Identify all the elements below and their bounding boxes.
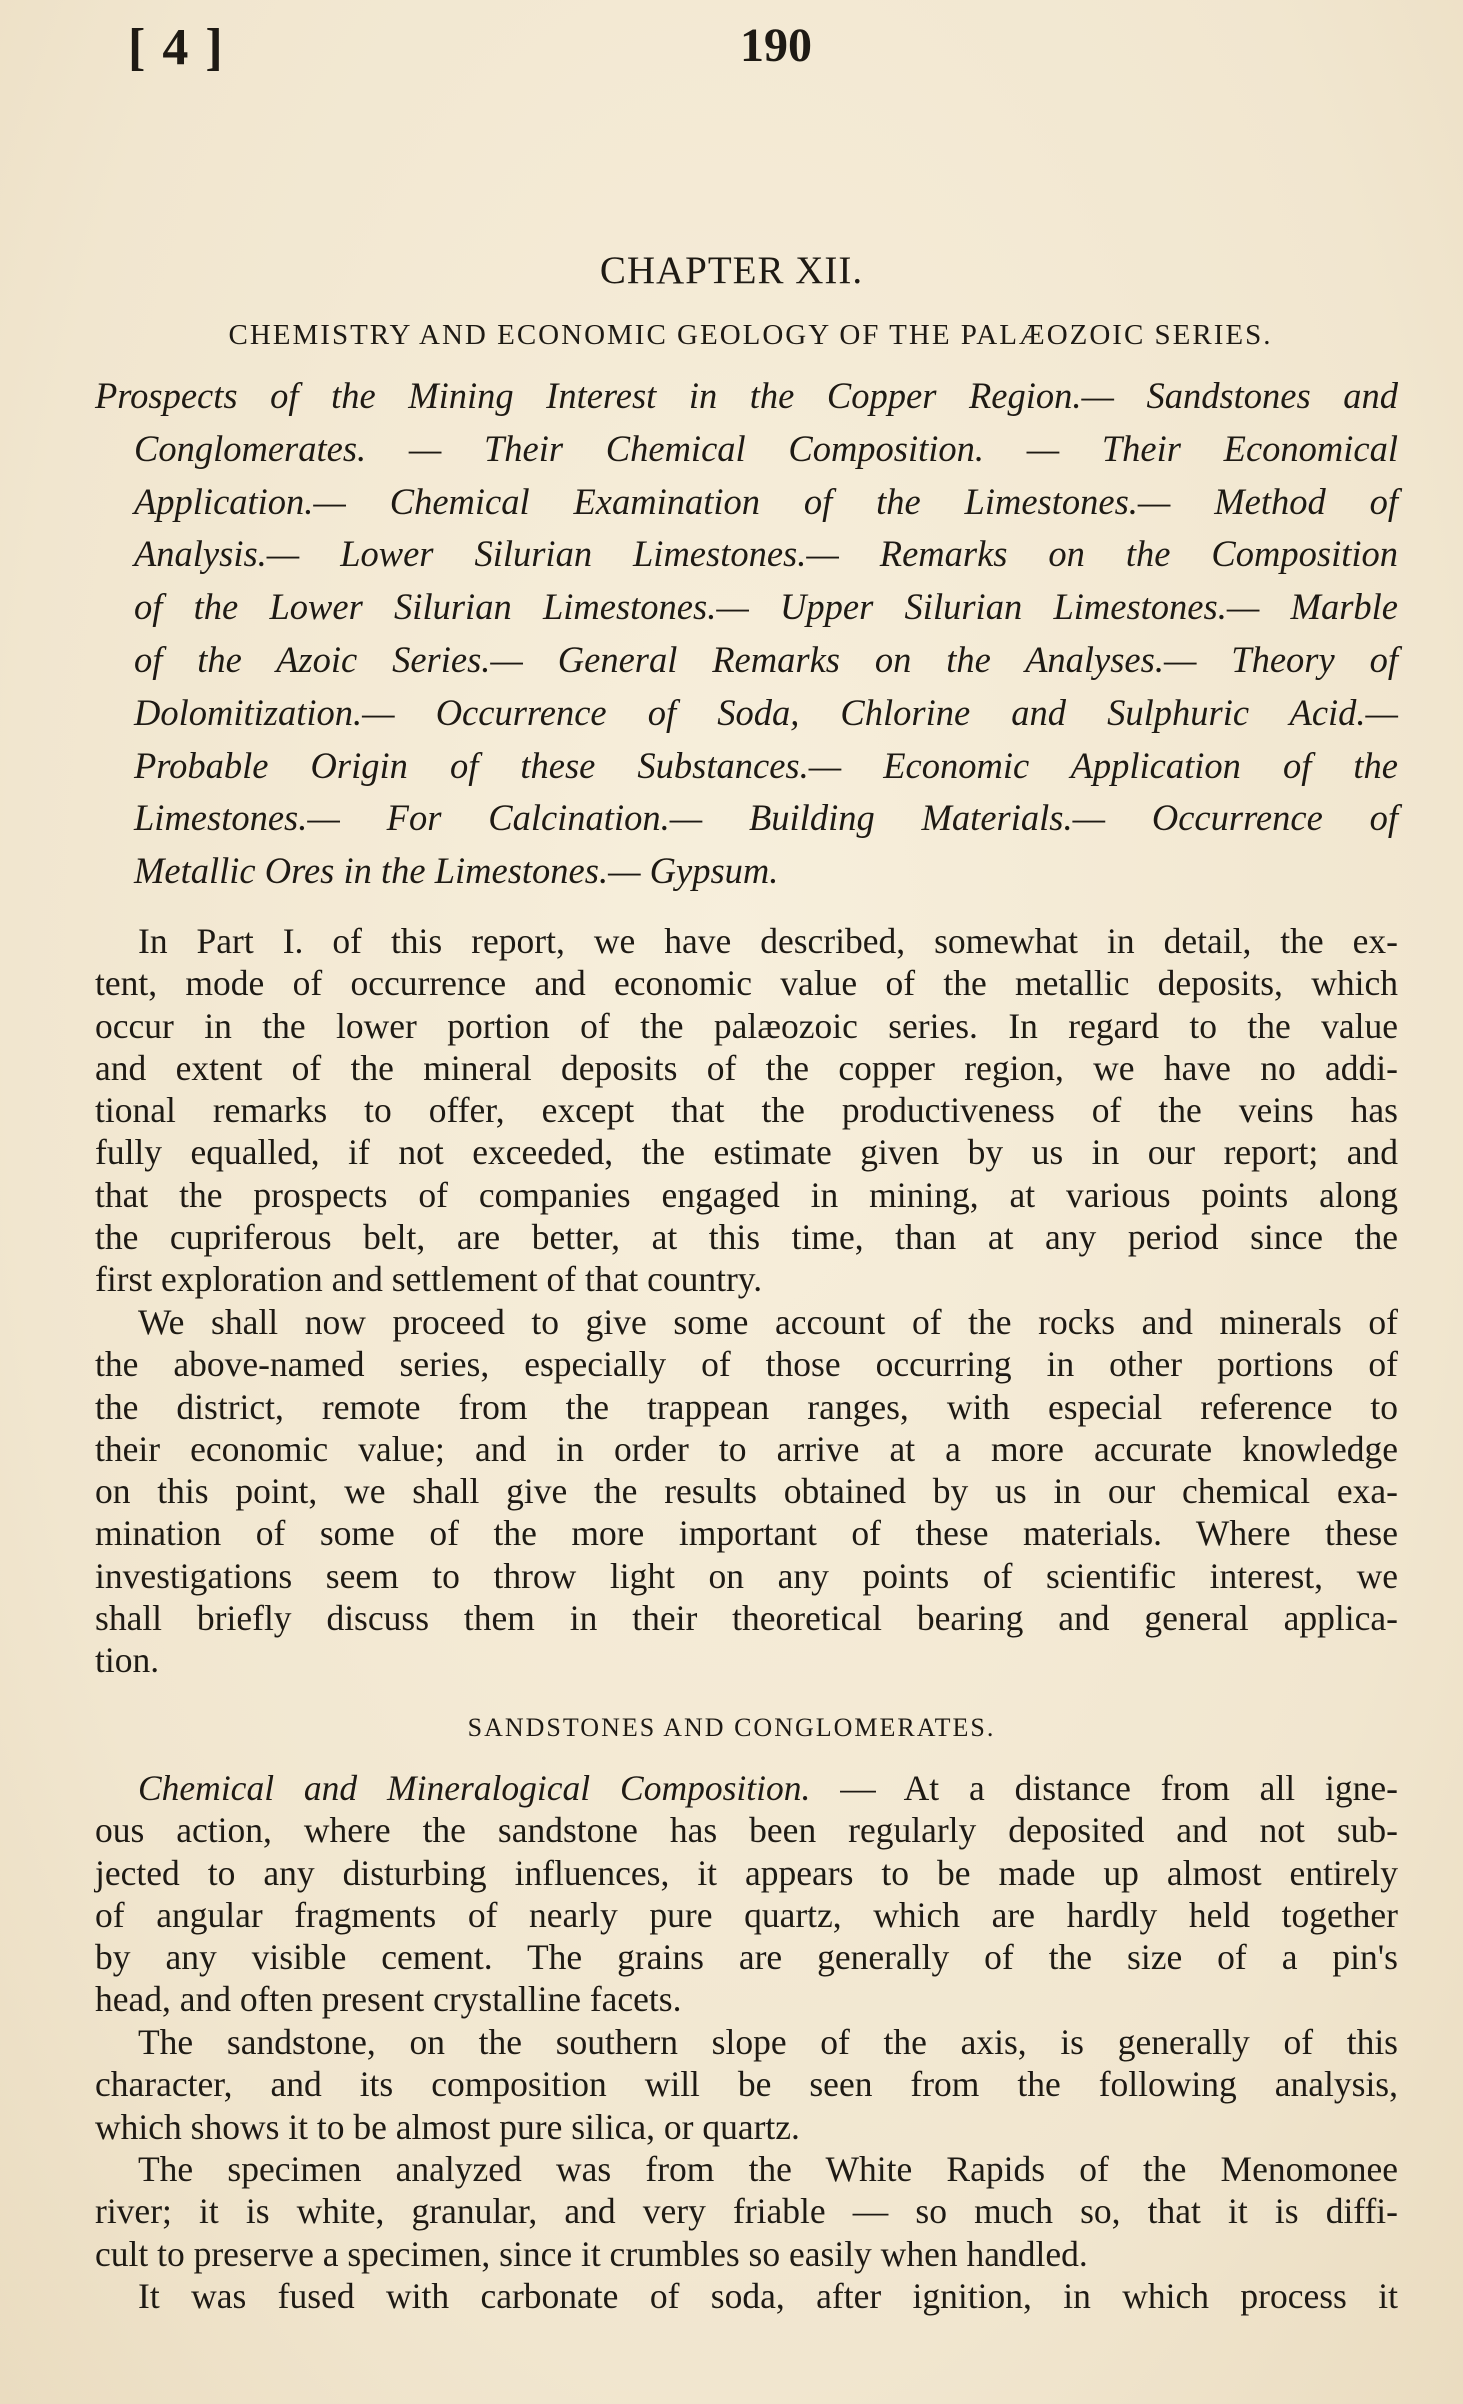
text-fragment: — At a distance from all igne-: [810, 1768, 1398, 1808]
text-line: their economic value; and in order to arrive at a more accurate knowledge: [95, 1428, 1398, 1469]
text-line: head, and often present crystalline facets.: [95, 1979, 682, 2020]
contents-line: Application.— Chemical Examination of the Limestones.— Method of: [134, 480, 1398, 522]
chapter-subtitle: CHEMISTRY AND ECONOMIC GEOLOGY OF THE PALÆOZOIC SERIES.: [228, 319, 1273, 351]
contents-line: Limestones.— For Calcination.— Building Materials.— Occurrence of: [134, 797, 1398, 839]
paragraph: [95, 2148, 1398, 2275]
text-line: first exploration and settlement of that country.: [95, 1259, 763, 1300]
contents-line: Probable Origin of these Substances.— Economic Application of the: [134, 744, 1398, 786]
text-line: tional remarks to offer, except that the productiveness of the veins has: [95, 1090, 1398, 1131]
text-line: that the prospects of companies engaged in mining, at various points along: [95, 1174, 1398, 1215]
text-line: cult to preserve a specimen, since it crumbles so easily when handled.: [95, 2233, 1088, 2274]
contents-line: Prospects of the Mining Interest in the Copper Region.— Sandstones and: [95, 375, 1398, 416]
text-line: The specimen analyzed was from the White Rapids of the Menomonee: [138, 2149, 1398, 2189]
text-line: and extent of the mineral deposits of the copper region, we have no addi-: [95, 1047, 1398, 1088]
contents-line: Dolomitization.— Occurrence of Soda, Chlorine and Sulphuric Acid.—: [134, 691, 1398, 733]
runin-heading: Chemical and Mineralogical Composition.: [138, 1768, 811, 1808]
text-line: the district, remote from the trappean ranges, with especial reference to: [95, 1386, 1398, 1427]
text-line: The sandstone, on the southern slope of the axis, is generally of this: [138, 2022, 1398, 2062]
text-line: In Part I. of this report, we have described, somewhat in detail, the ex-: [138, 921, 1398, 961]
contents-line: Metallic Ores in the Limestones.— Gypsum.: [134, 850, 779, 892]
text-line: character, and its composition will be seen from the following analysis,: [95, 2064, 1398, 2105]
text-line: tent, mode of occurrence and economic value of the metallic deposits, which: [95, 963, 1398, 1004]
text-line: We shall now proceed to give some account of the rocks and minerals of: [138, 1302, 1398, 1342]
text-line: which shows it to be almost pure silica, or quartz.: [95, 2106, 800, 2147]
section-heading: SANDSTONES AND CONGLOMERATES.: [467, 1713, 996, 1742]
text-line: river; it is white, granular, and very friable — so much so, that it is diffi-: [95, 2191, 1398, 2232]
contents-line: Analysis.— Lower Silurian Limestones.— Remarks on the Composition: [134, 533, 1398, 575]
contents-line: of the Lower Silurian Limestones.— Upper Silurian Limestones.— Marble: [134, 586, 1398, 628]
paragraph: [95, 1301, 1398, 1682]
text-line: the cupriferous belt, are better, at this time, than at any period since the: [95, 1217, 1398, 1258]
text-line: on this point, we shall give the results obtained by us in our chemical exa-: [95, 1471, 1398, 1512]
paragraph: [95, 920, 1398, 1301]
paragraph: [95, 1767, 1398, 2021]
text-line: shall briefly discuss them in their theoretical bearing and general applica-: [95, 1598, 1398, 1639]
text-line: fully equalled, if not exceeded, the estimate given by us in our report; and: [95, 1132, 1398, 1173]
text-line: the above-named series, especially of those occurring in other portions of: [95, 1344, 1398, 1385]
chapter-title: CHAPTER XII.: [599, 249, 864, 292]
text-line: occur in the lower portion of the palæozoic series. In regard to the value: [95, 1005, 1398, 1046]
text-line: [95, 1767, 1398, 1809]
text-line: tion.: [95, 1640, 160, 1681]
text-line: ous action, where the sandstone has been regularly deposited and not sub-: [95, 1810, 1398, 1851]
contents-line: of the Azoic Series.— General Remarks on the Analyses.— Theory of: [134, 638, 1398, 680]
text-line: jected to any disturbing influences, it appears to be made up almost entirely: [95, 1852, 1398, 1893]
contents-line: Conglomerates. — Their Chemical Composition. — Their Economical: [134, 427, 1398, 469]
text-line: mination of some of the more important of these materials. Where these: [95, 1513, 1398, 1554]
text-line: It was fused with carbonate of soda, after ignition, in which process it: [138, 2276, 1398, 2316]
text-line: by any visible cement. The grains are generally of the size of a pin's: [95, 1937, 1398, 1978]
text-line: investigations seem to throw light on any points of scientific interest, we: [95, 1555, 1398, 1596]
paragraph: [95, 2275, 1398, 2317]
chapter-contents: [95, 370, 1398, 898]
paragraph: [95, 2021, 1398, 2148]
page-number: 190: [740, 19, 812, 72]
document-number: [ 4 ]: [128, 19, 225, 76]
text-line: of angular fragments of nearly pure quartz, which are hardly held together: [95, 1894, 1398, 1935]
